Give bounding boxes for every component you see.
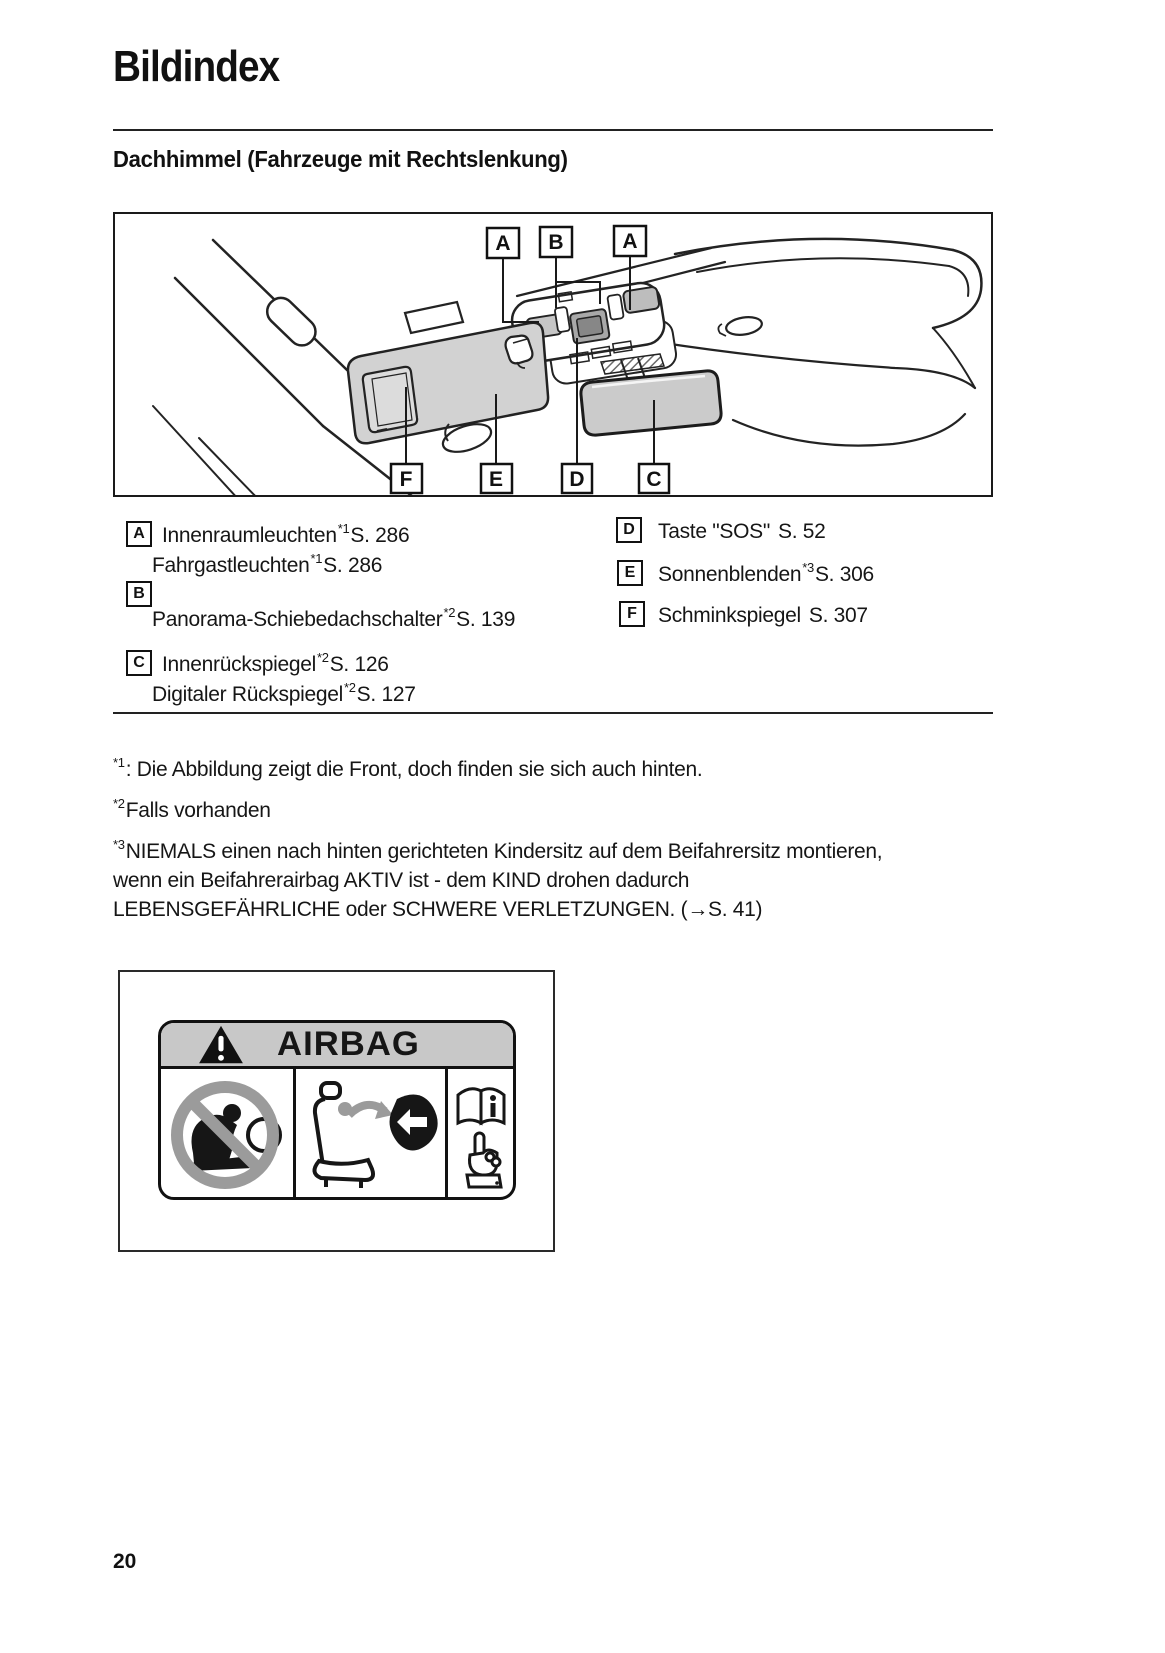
legend-key-e: E [617,560,643,586]
svg-text:F: F [399,468,413,491]
airbag-warning-label [158,1020,516,1200]
svg-text:A: A [622,230,638,253]
page-reference: S. 286 [350,524,410,547]
see-manual-cell [448,1069,513,1200]
footnote-2: $^{*2}$Falls vorhanden [113,796,271,822]
seat-airbag-deploy-cell [296,1069,448,1200]
see-manual-icons [450,1073,512,1197]
page-title: Bildindex [113,42,280,91]
headliner-line-art [115,214,991,495]
svg-text:B: B [548,231,564,254]
callout-box-e [481,464,512,493]
title-divider [113,129,993,131]
svg-text:E: E [488,468,504,491]
airbag-warning-figure [118,970,555,1252]
callout-box-a1 [487,228,519,258]
no-rear-facing-child-seat-icon [163,1073,291,1197]
page-reference: S. 307 [808,604,868,627]
legend-key-a: A [126,521,152,547]
page-reference: S. 139 [456,608,516,631]
page-reference: S. 306 [814,563,874,586]
pointing-hand-icon [467,1133,501,1187]
legend-key-d: D [616,517,642,543]
handle-hook-detail [718,324,726,336]
airbag-label-title: AIRBAG [277,1025,420,1063]
map-light-right [623,286,660,313]
page-number: 20 [113,1550,137,1573]
headliner-diagram [113,212,993,497]
legend-key-b: B [126,581,152,607]
legend-entry-e: Sonnenblenden$^{*3}$S. 306 [658,560,874,586]
legend-divider [113,712,993,714]
page-reference: S. 52 [778,520,826,543]
page-reference: S. 126 [329,653,389,676]
light-switch-right [607,294,624,320]
footnote-3: $^{*3}$NIEMALS einen nach hinten gerichteten Kindersitz auf dem Beifahrersitz montieren, wenn ein Beifahrerairbag AKTIV ist - dem KIND drohen dadurch LEBENSGEFÄHRLICHE oder SCHWERE VERLETZUNGEN. (→S. 41) [113,837,883,921]
rear-grab-handle-icon [725,315,763,337]
callout-box-c [639,464,669,493]
legend-entry-b: Panorama-Schiebedachschalter$^{*2}$S. 139 [152,605,516,631]
svg-text:A: A [495,232,511,255]
svg-text:C: C [646,468,662,491]
no-rear-facing-child-seat-cell [161,1069,296,1200]
svg-text:D: D [569,468,585,491]
warning-triangle-icon [195,1024,247,1066]
callout-box-f [391,464,422,493]
section-heading: Dachhimmel (Fahrzeuge mit Rechtslenkung) [113,146,568,172]
seat-airbag-deploy-icon [299,1073,443,1197]
grab-handle-icon [262,292,321,350]
legend-entry-c: Innenrückspiegel$^{*2}$S. 126 Digitaler Rückspiegel$^{*2}$S. 127 [152,650,416,706]
legend-entry-a: Innenraumleuchten$^{*1}$S. 286 Fahrgastleuchten$^{*1}$S. 286 [152,521,410,577]
callout-box-b [540,227,572,257]
light-switch-left [555,307,571,333]
airbag-label-header [161,1023,513,1069]
legend-key-f: F [619,601,645,627]
page-reference: S. 286 [323,554,383,577]
callout-box-a2 [614,226,646,256]
legend-entry-f: Schminkspiegel S. 307 [658,604,868,627]
manual-book-icon [458,1088,504,1122]
page-reference: S. 127 [356,683,416,706]
rearview-mirror [581,371,721,435]
legend-key-c: C [126,650,152,676]
callout-box-d [562,464,592,493]
legend-entry-d: Taste "SOS" S. 52 [658,520,826,543]
footnote-1: $^{*1}$: Die Abbildung zeigt die Front, doch finden sie sich auch hinten. [113,755,703,781]
roof-bezel-card [405,302,463,333]
airbag-label-body [161,1069,513,1200]
